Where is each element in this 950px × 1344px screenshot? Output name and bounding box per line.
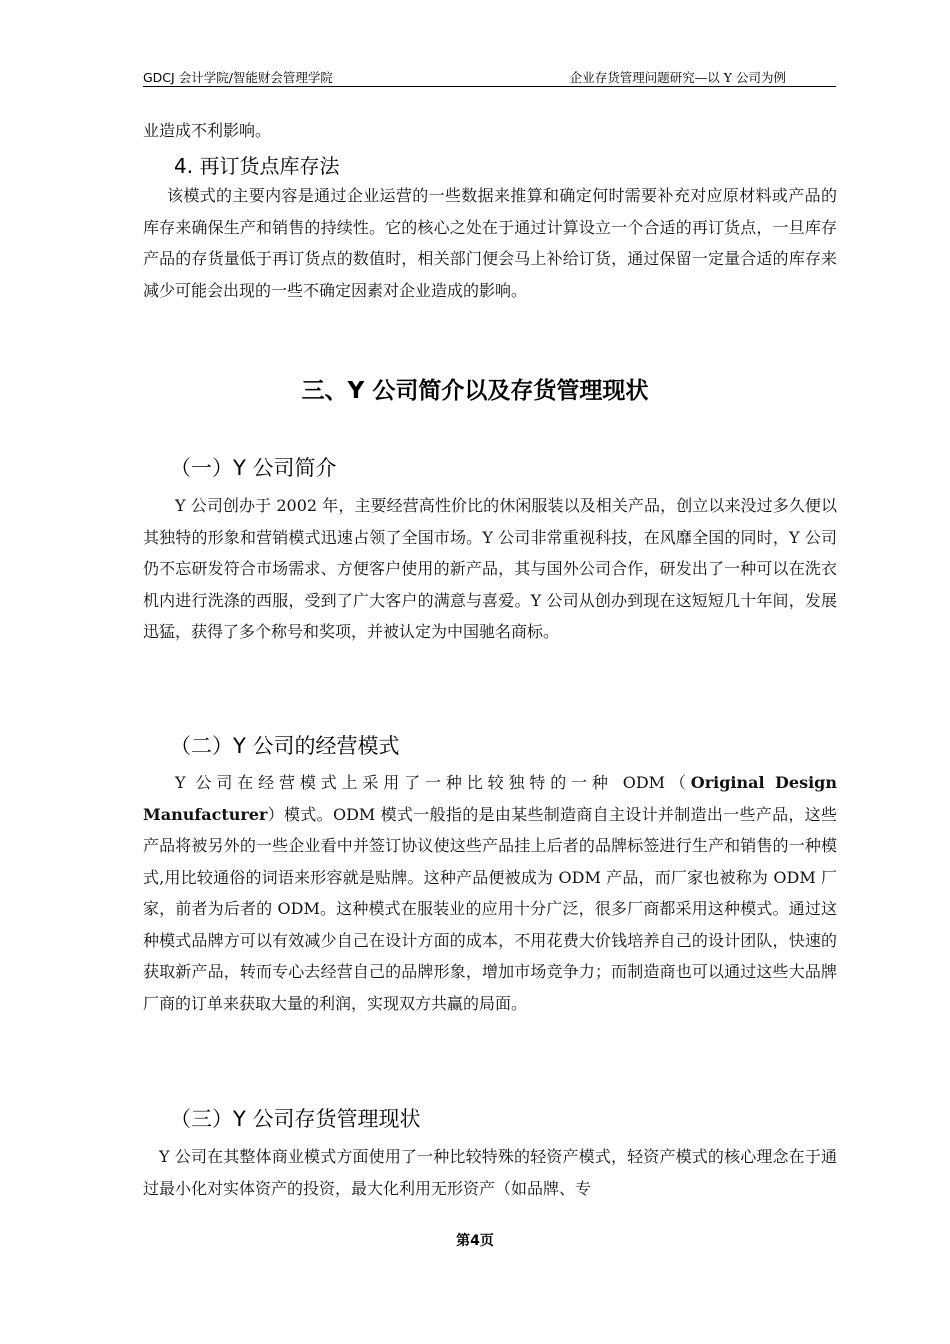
sub1-body: Y 公司创办于 2002 年，主要经营高性价比的休闲服装以及相关产品，创立以来没过多久便以其独特的形象和营销模式迅速占领了全国市场。Y 公司非常重视科技，在风靡全国的同时，Y 公司仍不忘研发符合市场需求、方便客户使用的新产品，其与国外公司合作，研发出了一种可以在洗衣机内进行洗涤的西服，受到了广大客户的满意与喜爱。Y 公司从创办到现在这短短几十年间，发展迅猛，获得了多个称号和奖项，并被认定为中国驰名商标。 [143, 496, 837, 641]
item4-paragraph [143, 180, 837, 306]
page-header [143, 66, 836, 87]
sub2-body [143, 767, 837, 1019]
section3-heading: 三、Y 公司简介以及存货管理现状 [301, 378, 649, 404]
sub2-body-before: Y 公司在经营模式上采用了一种比较独特的一种 ODM（ [175, 773, 691, 792]
continuation-text: 业造成不利影响。 [143, 121, 272, 140]
sub2-paragraph [143, 767, 837, 1019]
item4-body: 该模式的主要内容是通过企业运营的一些数据来推算和确定何时需要补充对应原材料或产品的库存来确保生产和销售的持续性。它的核心之处在于通过计算设立一个合适的再订货点，一旦库存产品的存货量低于再订货点的数值时，相关部门便会马上补给订货，通过保留一定量合适的库存来减少可能会出现的一些不确定因素对企业造成的影响。 [143, 186, 837, 300]
page-number: 第4页 [456, 1233, 494, 1249]
odm-full-name: Original Design Manufacturer [143, 773, 837, 824]
header-paper-title: 企业存货管理问题研究—以 Y 公司为例 [569, 70, 786, 85]
sub3-body: Y 公司在其整体商业模式方面使用了一种比较特殊的轻资产模式，轻资产模式的核心理念在于通过最小化对实体资产的投资，最大化利用无形资产（如品牌、专 [143, 1147, 837, 1198]
item4-heading: 4. 再订货点库存法 [174, 154, 340, 178]
sub1-paragraph [143, 490, 837, 648]
sub1-heading: （一）Y 公司简介 [170, 456, 337, 480]
sub2-heading: （二）Y 公司的经营模式 [170, 734, 400, 758]
header-school: GDCJ 会计学院/智能财会管理学院 [143, 70, 333, 85]
continuation-paragraph [143, 115, 837, 147]
sub3-paragraph [143, 1141, 837, 1204]
sub3-heading: （三）Y 公司存货管理现状 [170, 1107, 421, 1131]
sub2-body-after: ）模式。ODM 模式一般指的是由某些制造商自主设计并制造出一些产品，这些产品将被另外的一些企业看中并签订协议使这些产品挂上后者的品牌标签进行生产和销售的一种模式,用比较通俗的词语来形容就是贴牌。这种产品便被成为 ODM 产品，而厂家也被称为 ODM 厂家，前者为后者的 ODM。这种模式在服装业的应用十分广泛，很多厂商都采用这种模式。通过这种模式品牌方可以有效减少自己在设计方面的成本，不用花费大价钱培养自己的设计团队，快速的获取新产品，转而专心去经营自己的品牌形象，增加市场竞争力；而制造商也可以通过这些大品牌厂商的订单来获取大量的利润，实现双方共赢的局面。 [143, 804, 837, 1013]
